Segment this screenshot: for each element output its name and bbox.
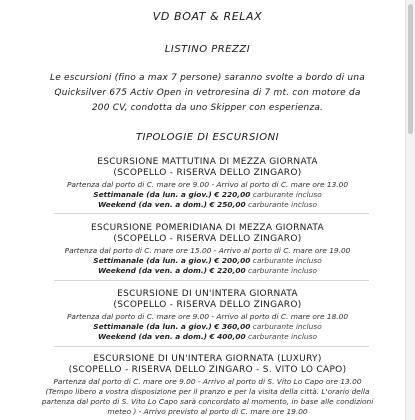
price-note: carburante incluso	[248, 200, 317, 209]
tour-schedule: Partenza dal porto di C. mare ore 15.00 - Arrivo al porto di C. mare ore 19.00	[64, 246, 351, 255]
section-heading: TIPOLOGIE DI ESCURSIONI	[135, 132, 280, 143]
tour-note: partenza dal porto di S. Vito Lo Capo sarà concordato al momento, in base alle condizioni	[41, 397, 374, 406]
price-note: carburante incluso	[252, 190, 322, 199]
price-label: Settimanale (da lun. a giov.)	[93, 190, 212, 199]
price-row	[0, 332, 415, 341]
divider	[54, 346, 369, 347]
scrollbar-thumb[interactable]	[408, 4, 413, 134]
intro-line: Le escursioni (fino a max 7 persone) saranno svolte a bordo di una	[50, 73, 365, 83]
price-amount: € 400,00	[209, 332, 246, 341]
price-amount: € 220,00	[214, 190, 251, 199]
tour-subtitle: (SCOPELLO - RISERVA DELLO ZINGARO)	[113, 300, 302, 310]
price-note: carburante incluso	[248, 266, 317, 275]
divider	[54, 213, 369, 214]
tour-schedule: Partenza dal porto di C. mare ore 9.00 - Arrivo al porto di C. mare ore 18.00	[66, 312, 349, 321]
intro-line: 200 CV, condotta da uno Skipper con esperienza.	[91, 103, 324, 113]
tour-title: ESCURSIONE DI UN'INTERA GIORNATA	[117, 289, 298, 299]
price-amount: € 250,00	[209, 200, 246, 209]
tour-note: meteo ) - Arrivo previsto al porto di C. mare ore 19.00	[107, 407, 308, 416]
price-amount: € 220,00	[209, 266, 246, 275]
price-row	[0, 322, 415, 331]
tour-title: ESCURSIONE POMERIDIANA DI MEZZA GIORNATA	[91, 223, 324, 233]
tour-subtitle: (SCOPELLO - RISERVA DELLO ZINGARO - S. VITO LO CAPO)	[68, 365, 347, 375]
tour-subtitle: (SCOPELLO - RISERVA DELLO ZINGARO)	[113, 168, 302, 178]
price-label: Settimanale (da lun. a giov.)	[93, 322, 212, 331]
price-label: Settimanale (da lun. a giov.)	[93, 256, 212, 265]
tour-schedule: Partenza dal porto di C. mare ore 9.00 - Arrivo al porto di C. mare ore 13.00	[66, 180, 349, 189]
price-row	[0, 256, 415, 265]
price-label: Weekend (da ven. a dom.)	[98, 200, 208, 209]
page-title: VD BOAT & RELAX	[152, 10, 263, 23]
price-label: Weekend (da ven. a dom.)	[98, 332, 208, 341]
tour-subtitle: (SCOPELLO - RISERVA DELLO ZINGARO)	[113, 234, 302, 244]
tour-note: (Tempo libero a vostra disposizione per il pranzo e per la visita della città. L'orario della	[45, 387, 370, 396]
price-amount: € 200,00	[214, 256, 251, 265]
divider	[54, 280, 369, 281]
price-row	[0, 190, 415, 199]
price-list-heading: LISTINO PREZZI	[164, 44, 251, 55]
price-amount: € 360,00	[214, 322, 251, 331]
price-label: Weekend (da ven. a dom.)	[98, 266, 208, 275]
tour-schedule: Partenza dal porto di C. mare ore 9.00 - Arrivo al porto di S. Vito Lo Capo ore 13.00	[53, 377, 362, 386]
tour-title: ESCURSIONE MATTUTINA DI MEZZA GIORNATA	[97, 157, 318, 167]
price-note: carburante incluso	[252, 322, 322, 331]
intro-line: Quicksilver 675 Activ Open in vetroresina di 7 mt. con motore da	[54, 88, 361, 98]
scrollbar[interactable]	[405, 0, 415, 420]
price-note: carburante incluso	[252, 256, 322, 265]
price-row	[0, 200, 415, 209]
price-row	[0, 266, 415, 275]
price-note: carburante incluso	[248, 332, 317, 341]
tour-title: ESCURSIONE DI UN'INTERA GIORNATA (LUXURY)	[93, 354, 322, 364]
